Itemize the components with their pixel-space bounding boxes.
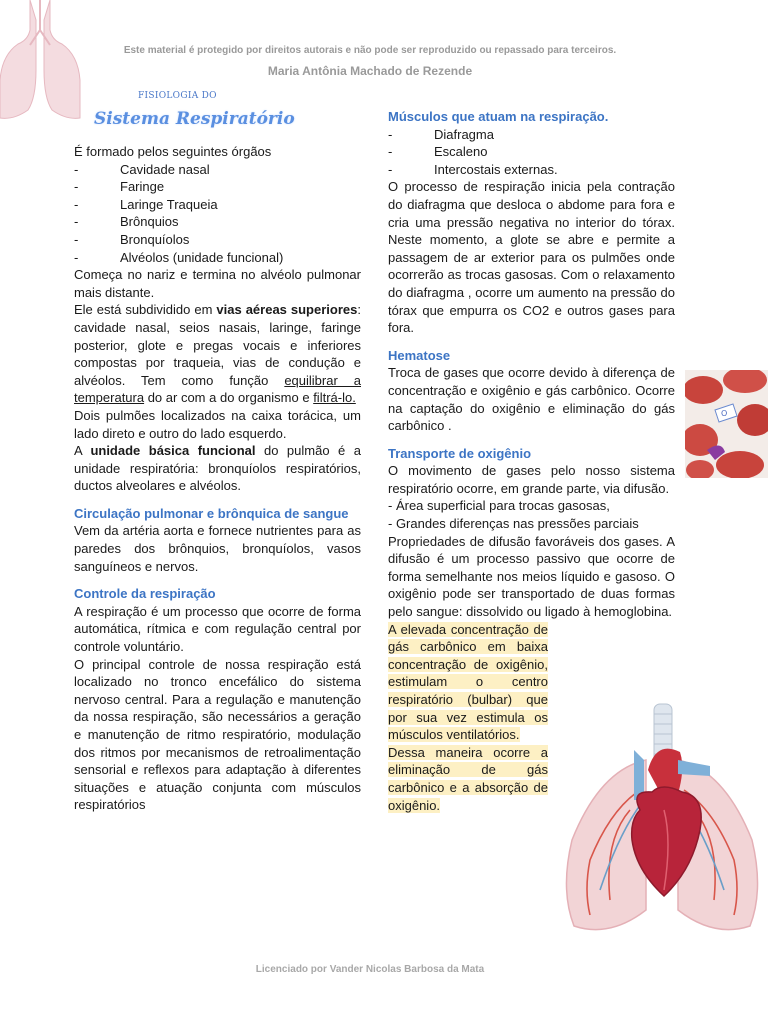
paragraph: Dois pulmões localizados na caixa torácica, um lado direto e outro do lado esquerdo. xyxy=(74,407,361,441)
list-item: - Alvéolos (unidade funcional) xyxy=(74,249,284,265)
paragraph: Começa no nariz e termina no alvéolo pulmonar mais distante. xyxy=(74,267,361,300)
section-heading: Transporte de oxigênio xyxy=(388,445,532,461)
muscle-list xyxy=(388,126,675,179)
bullet-text: - Grandes diferenças nas pressões parciais xyxy=(388,516,639,532)
list-item: - Laringe Traqueia xyxy=(74,196,218,212)
bullet-text: - Área superficial para trocas gasosas, xyxy=(388,498,610,514)
section-heading: Controle da respiração xyxy=(74,586,216,602)
page-kicker: FISIOLOGIA DO xyxy=(138,91,217,101)
paragraph: Troca de gases que ocorre devido à diferença de concentração e oxigênio e gás carbônico. Ocorre na captação do oxigênio e eliminação do gás carbônico . xyxy=(388,365,675,434)
red-blood-cells-icon xyxy=(685,370,768,478)
section-heading: Circulação pulmonar e brônquica de sangue xyxy=(74,505,349,521)
paragraph: O principal controle de nossa respiração está localizado no tronco encefálico do sistema nervoso central. Para a regulação e manutenção da nossa respiração, são necessários a geração e manutenção de ritmo respiratório, modulação dos ritmos por mecanismos de retroalimentação sensorial e reflexos para adaptação à diferentes situações e atuação conjunta com músculos respiratórios xyxy=(74,656,361,813)
highlighted-paragraph: A elevada concentração de gás carbônico em baixa concentração de oxigênio, estimulam o centro respiratório (bulbar) que por sua vez estimula os músculos ventilatórios. xyxy=(388,621,548,743)
left-column xyxy=(74,143,361,814)
lungs-outline-icon xyxy=(0,0,90,120)
copyright-notice: Este material é protegido por direitos autorais e não pode ser reproduzido ou repassado para terceiros. xyxy=(123,45,617,56)
section-heading: Músculos que atuam na respiração. xyxy=(388,109,609,124)
intro-text: É formado pelos seguintes órgãos xyxy=(74,144,272,159)
paragraph: O processo de respiração inicia pela contração do diafragma que desloca o abdome para fora e cria uma pressão negativa no interior do tórax. Neste momento, a glote se abre e permite a passagem de ar exterior para os pulmões onde ocorrerão as trocas gasosas. Com o relaxamento do diafragma , ocorre um aumento na pressão do tórax que empurra os CO2 e outros gases para fora. xyxy=(388,179,675,336)
list-item: - Cavidade nasal xyxy=(74,161,210,177)
paragraph: Vem da artéria aorta e fornece nutrientes para as paredes dos brônquios, bronquíolos, vasos sanguíneos e nervos. xyxy=(74,523,361,574)
paragraph: Propriedades de difusão favoráveis dos gases. A difusão é um processo passivo que ocorre de forma semelhante nos meios líquido e gasoso. O oxigênio pode ser transportado de duas formas pelo sangue: dissolvido ou ligado à hemoglobina. xyxy=(388,533,675,620)
list-item: - Diafragma xyxy=(388,126,494,142)
author-name: Maria Antônia Machado de Rezende xyxy=(267,64,473,78)
paragraph: A unidade básica funcional do pulmão é a unidade respiratória: bronquíolos respiratórios, ductos alveolares e alvéolos. xyxy=(74,443,361,494)
list-item: - Intercostais externas. xyxy=(388,161,558,177)
paragraph: O movimento de gases pelo nosso sistema respiratório ocorre, em grande parte, via difusão. xyxy=(388,463,675,496)
highlighted-paragraph: Dessa maneira ocorre a eliminação de gás carbônico e a absorção de oxigênio. xyxy=(388,744,548,813)
page-title: Sistema Respiratório xyxy=(94,109,295,129)
list-item: - Bronquíolos xyxy=(74,231,190,247)
list-item: - Brônquios xyxy=(74,214,179,230)
heart-lungs-illustration-icon xyxy=(560,700,765,940)
paragraph: A respiração é um processo que ocorre de forma automática, rítmica e com regulação central por controle voluntário. xyxy=(74,603,361,655)
list-item: - Escaleno xyxy=(388,144,488,160)
license-footer: Licenciado por Vander Nicolas Barbosa da Mata xyxy=(255,964,485,975)
list-item: - Faringe xyxy=(74,179,165,195)
organ-list xyxy=(74,161,361,267)
section-heading: Hematose xyxy=(388,347,451,363)
svg-text:O: O xyxy=(721,409,728,418)
paragraph: Ele está subdividido em vias aéreas superiores: cavidade nasal, seios nasais, laringe, faringe posterior, glote e pregas vocais e inferiores compostas por traqueia, vias de condução e alvéolos. Tem como função equilibrar a temperatura do ar com a do organismo e filtrá-lo. xyxy=(74,302,361,406)
